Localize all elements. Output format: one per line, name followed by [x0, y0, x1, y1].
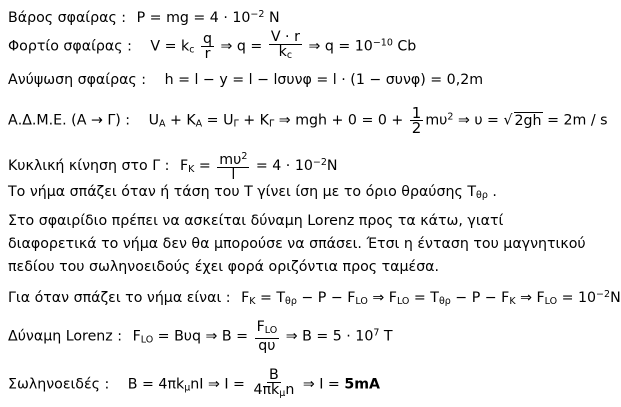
text-line-4: πεδίου του σωληνοειδούς έχει φορά οριζόντια προς ταμέσα.: [8, 259, 440, 275]
label-energy: Α.Δ.Μ.Ε. (Α → Γ) :: [8, 112, 131, 129]
label-circular: Κυκλική κίνηση στο Γ :: [8, 158, 170, 174]
line-charge: Φορτίο σφαίρας : $V = k_c$ $\frac{q}{r}$ ⇒ q = $\frac{V \cdot r}{k_c}$ ⇒ $q = 10^{-10}$ Cb: [8, 29, 417, 62]
fraction-flo-qv: $F_{LO}$ qυ: [256, 319, 278, 354]
sqrt-icon: √: [503, 112, 513, 129]
fraction-q-r: $\frac{q}{r}$: [202, 31, 212, 62]
text-line-1: Το νήμα σπάζει όταν ή τάση του Τ γίνει ίση με το όριο θραύσης $T_{\theta\rho}$ .: [8, 184, 497, 201]
fraction-vr-kc: $\frac{V \cdot r}{k_c}$: [270, 29, 300, 61]
line-weight: Βάρος σφαίρας : P = mg = $4 \cdot 10^{-2}$ N: [8, 9, 280, 26]
label-solenoid: Σωληνοειδές :: [8, 376, 110, 393]
line-circular-motion: Κυκλική κίνηση στο Γ : $F_K$ = $\frac{m\upsilon^2}{l}$ = $4 \cdot 10^{-2}N$: [8, 151, 338, 183]
label-rope: Για όταν σπάζει το νήμα είναι :: [8, 290, 231, 306]
result-current: 5mA: [344, 376, 380, 393]
text-line-2: Στο σφαιρίδιο πρέπει να ασκείται δύναμη Lorenz προς τα κάτω, γιατί: [8, 213, 504, 229]
fraction-mv2-l: $\frac{m\upsilon^2}{l}$: [219, 151, 248, 183]
line-energy-conservation: Α.Δ.Μ.Ε. (Α → Γ) : $U_A + K_A = U_\Gamma + K_\Gamma$ ⇒ mgh + 0 = 0 + $\frac{1}{2}$ $m\upsilon^2$ ⇒ υ = √ 2gh = 2m / s: [8, 104, 608, 137]
fraction-one-half: $\frac{1}{2}$: [411, 104, 422, 137]
line-height: Ανύψωση σφαίρας : h = l − y = l − lσυνφ = l · (1 − συνφ) = 0,2m: [8, 72, 484, 88]
label-height: Ανύψωση σφαίρας :: [8, 72, 147, 88]
line-solenoid: Σωληνοειδές : $B = 4\pi k_\mu nI$ ⇒ I = B $4\pi k_\mu n$ ⇒ I = 5mA: [8, 367, 380, 399]
line-lorentz: Δύναμη Lorenz : $F_{LO} = B\upsilon q$ ⇒ B = $F_{LO}$ qυ ⇒ $B = 5 \cdot 10^7$ T: [8, 319, 393, 354]
line-rope-breaks: Για όταν σπάζει το νήμα είναι : $F_K = T_{\theta\rho} - P - F_{LO}$ ⇒ $F_{LO} = T_{\theta\rho} - P - F_K$ ⇒ $F_{LO} = 10^{-2}N$: [8, 289, 621, 307]
fraction-b-4pikn: B $4\pi k_\mu n$: [253, 367, 295, 399]
label-lorentz: Δύναμη Lorenz :: [8, 328, 123, 345]
label-weight: Βάρος σφαίρας :: [8, 10, 127, 26]
text-line-3: διαφορετικά το νήμα δεν θα μπορούσε να σπάσει. Έτσι η ένταση του μαγνητικού: [8, 236, 586, 252]
label-charge: Φορτίο σφαίρας :: [8, 38, 132, 55]
